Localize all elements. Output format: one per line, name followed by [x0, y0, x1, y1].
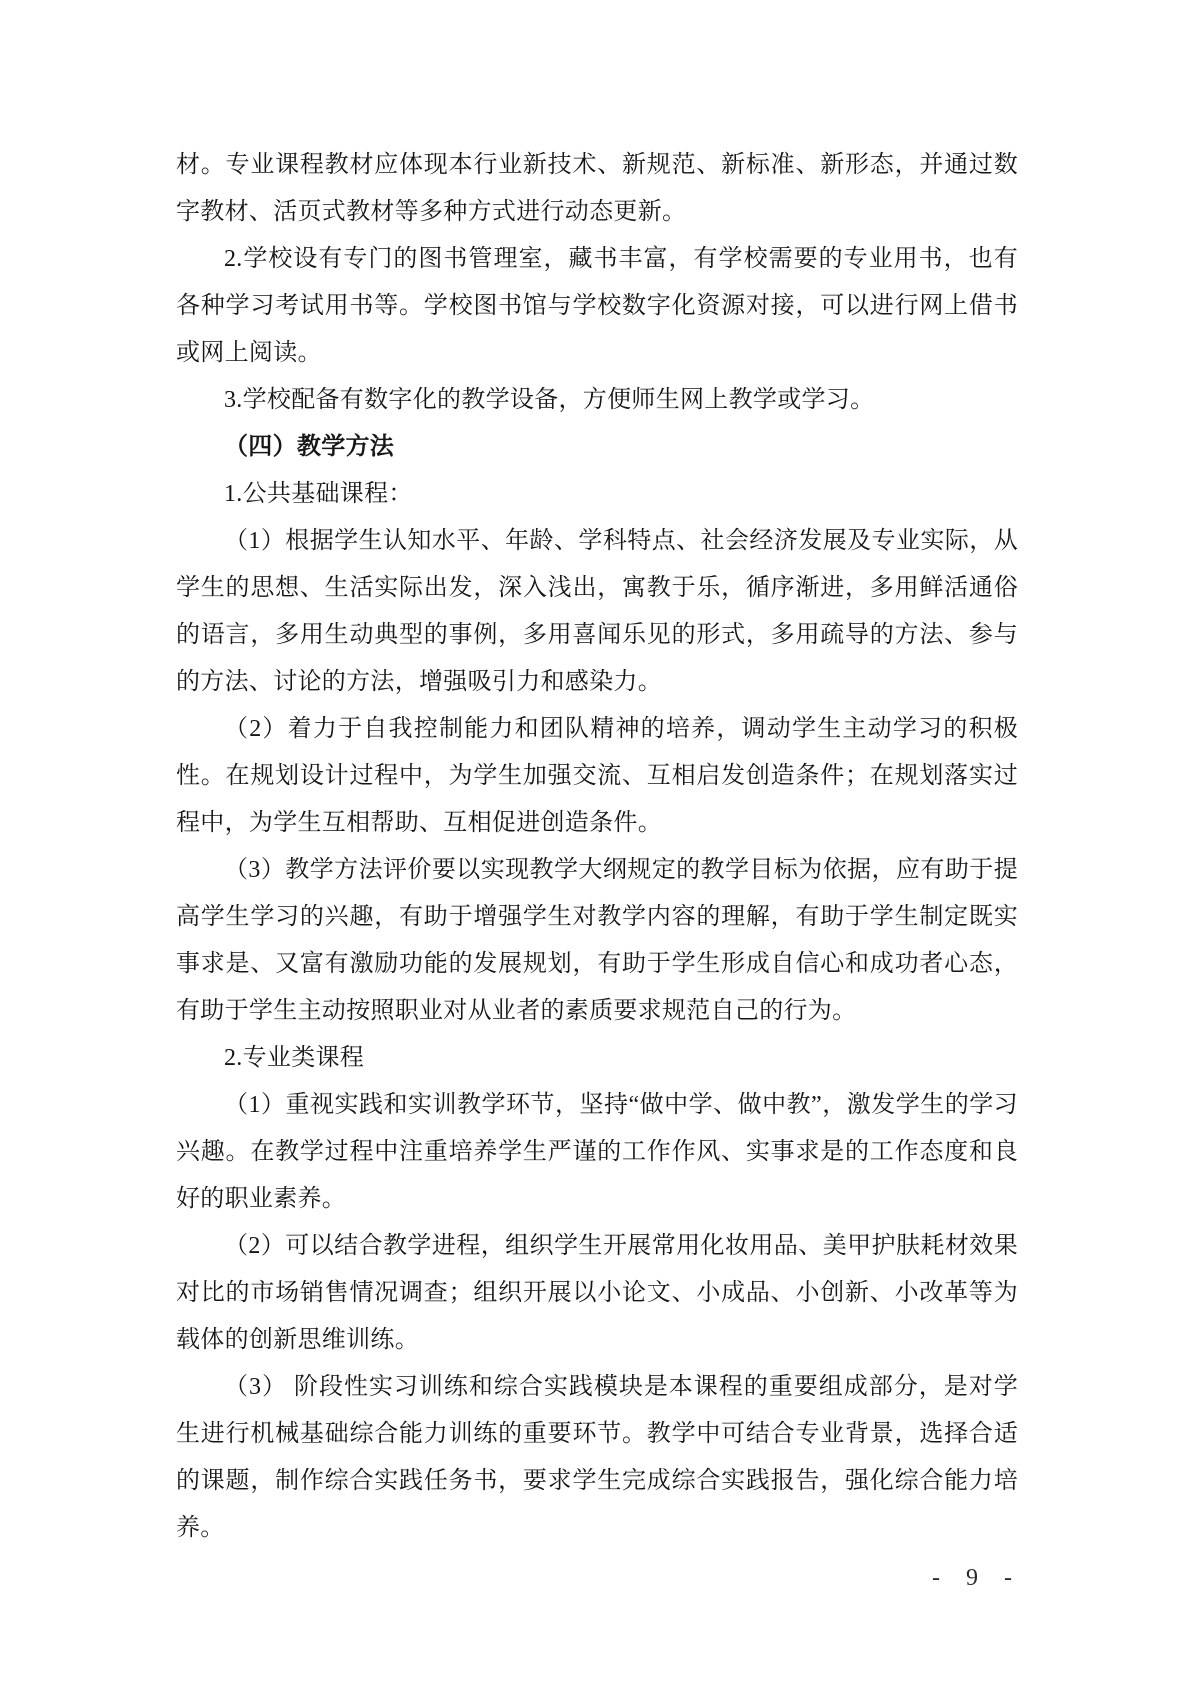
paragraph-item-1-practice-training: （1）重视实践和实训教学环节，坚持“做中学、做中教”，激发学生的学习兴趣。在教学过程中注重培养学生严谨的工作作风、实事求是的工作态度和良好的职业素养。	[176, 1092, 1018, 1212]
page-number: - 9 -	[932, 1565, 1018, 1591]
paragraph-item-3-method-evaluation: （3）教学方法评价要以实现教学大纲规定的教学目标为依据，应有助于提高学生学习的兴趣，有助于增强学生对教学内容的理解，有助于学生制定既实事求是、又富有激励功能的发展规划，有助于学生形成自信心和成功者心态，有助于学生主动按照职业对从业者的素质要求规范自己的行为。	[176, 857, 1018, 1024]
document-body	[176, 142, 1018, 1552]
paragraph-item-2-self-control: （2）着力于自我控制能力和团队精神的培养，调动学生主动学习的积极性。在规划设计过程中，为学生加强交流、互相启发创造条件；在规划落实过程中，为学生互相帮助、互相促进创造条件。	[176, 716, 1018, 836]
paragraph-professional-courses: 2.专业类课程	[224, 1045, 365, 1071]
paragraph-item-1-student-cognition: （1）根据学生认知水平、年龄、学科特点、社会经济发展及专业实际，从学生的思想、生活实际出发，深入浅出，寓教于乐，循序渐进，多用鲜活通俗的语言，多用生动典型的事例，多用喜闻乐见的形式，多用疏导的方法、参与的方法、讨论的方法，增强吸引力和感染力。	[176, 528, 1018, 695]
paragraph-public-basic-courses: 1.公共基础课程：	[224, 481, 413, 507]
section-heading-teaching-methods: （四）教学方法	[224, 434, 395, 460]
paragraph-digital-equipment: 3.学校配备有数字化的教学设备，方便师生网上教学或学习。	[224, 387, 875, 413]
paragraph-library-resources: 2.学校设有专门的图书管理室，藏书丰富，有学校需要的专业用书，也有各种学习考试用书等。学校图书馆与学校数字化资源对接，可以进行网上借书或网上阅读。	[176, 246, 1018, 366]
paragraph-textbooks-continuation: 材。专业课程教材应体现本行业新技术、新规范、新标准、新形态，并通过数字教材、活页式教材等多种方式进行动态更新。	[176, 152, 1018, 225]
paragraph-item-3-comprehensive-practice: （3） 阶段性实习训练和综合实践模块是本课程的重要组成部分，是对学生进行机械基础综合能力训练的重要环节。教学中可结合专业背景，选择合适的课题，制作综合实践任务书，要求学生完成综合实践报告，强化综合能力培养。	[176, 1374, 1018, 1541]
paragraph-item-2-market-survey: （2）可以结合教学进程，组织学生开展常用化妆用品、美甲护肤耗材效果对比的市场销售情况调查；组织开展以小论文、小成品、小创新、小改革等为载体的创新思维训练。	[176, 1233, 1018, 1353]
